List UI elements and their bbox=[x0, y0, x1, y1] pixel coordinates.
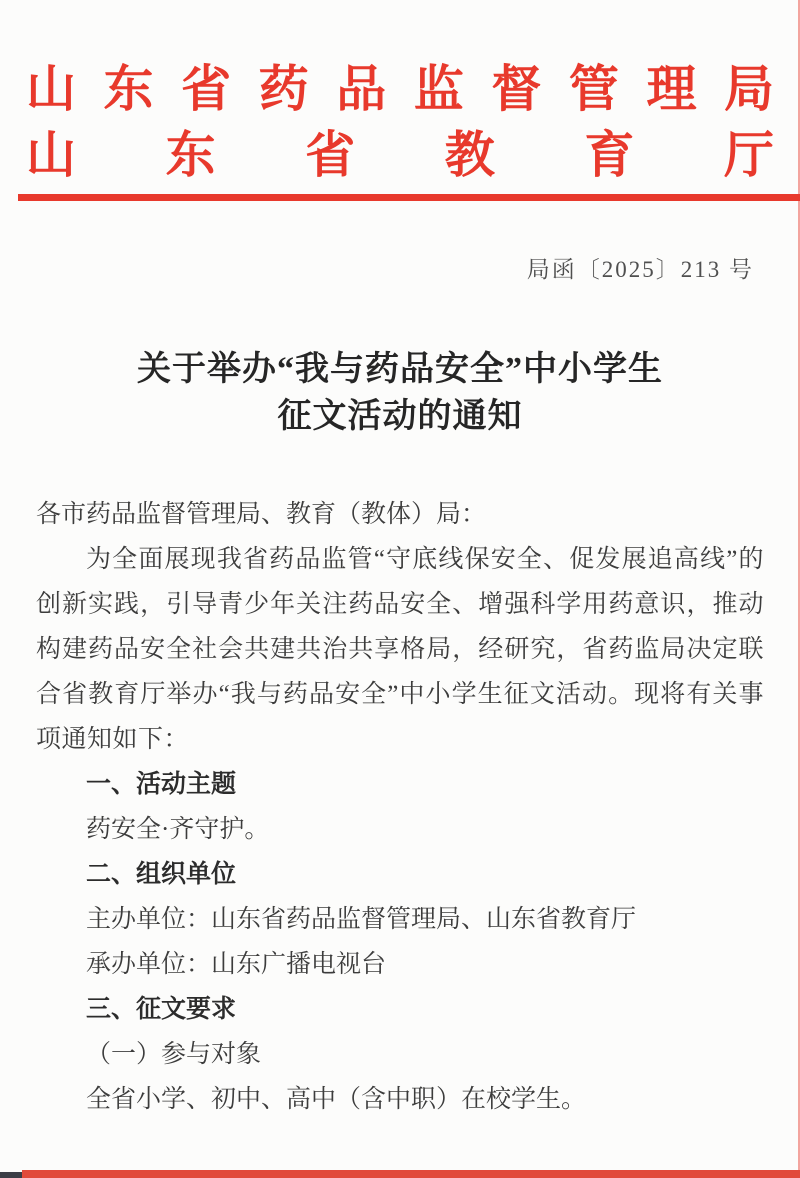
letterhead-org-line-2: 山东省教育厅 bbox=[26, 127, 774, 183]
letterhead-red-rule bbox=[18, 194, 800, 201]
bottom-dark-segment bbox=[0, 1172, 22, 1178]
section-3-line-participants: 全省小学、初中、高中（含中职）在校学生。 bbox=[86, 1086, 587, 1113]
section-1-line-theme: 药安全·齐守护。 bbox=[86, 816, 270, 843]
letterhead-org-line-1: 山东省药品监督管理局 bbox=[26, 61, 774, 117]
section-1-heading: 一、活动主题 bbox=[86, 770, 237, 798]
section-3-heading: 三、征文要求 bbox=[86, 995, 237, 1023]
section-2-line-organizer: 主办单位：山东省药品监督管理局、山东省教育厅 bbox=[86, 906, 637, 933]
section-2-line-undertaker: 承办单位：山东广播电视台 bbox=[86, 951, 387, 978]
notice-body bbox=[0, 492, 800, 1122]
intro-paragraph: 为全面展现我省药品监管“守底线保安全、促发展追高线”的创新实践，引导青少年关注药品安全、增强科学用药意识，推动构建药品安全社会共建共治共享格局，经研究，省药监局决定联合省教育厅举办“我与药品安全”中小学生征文活动。现将有关事项通知如下： bbox=[36, 546, 764, 753]
notice-title-line-2: 征文活动的通知 bbox=[277, 398, 523, 435]
bottom-red-bar bbox=[22, 1170, 800, 1178]
document-number: 局函〔2025〕213 号 bbox=[526, 257, 754, 282]
notice-title-line-1: 关于举办“我与药品安全”中小学生 bbox=[137, 351, 663, 388]
section-3-subheading: （一）参与对象 bbox=[86, 1041, 262, 1068]
salutation: 各市药品监督管理局、教育（教体）局： bbox=[36, 501, 487, 528]
notice-title bbox=[0, 346, 800, 440]
letterhead bbox=[0, 0, 800, 188]
section-2-heading: 二、组织单位 bbox=[86, 860, 237, 888]
